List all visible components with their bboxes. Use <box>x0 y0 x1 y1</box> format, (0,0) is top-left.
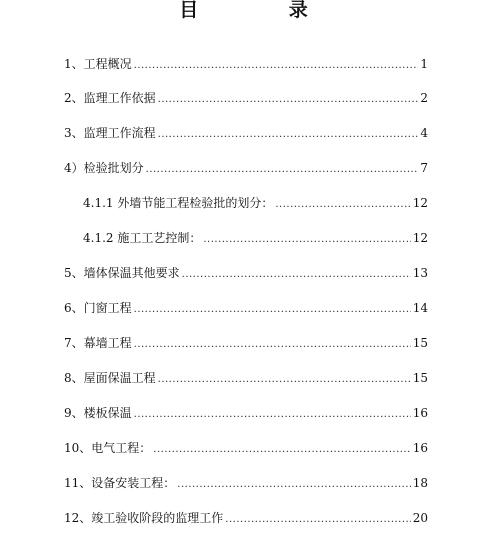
toc-entry-label: 1、工程概况 <box>64 57 132 71</box>
toc-entry-8[interactable] <box>64 369 428 387</box>
toc-entry-4[interactable] <box>64 159 428 177</box>
toc-entry-5[interactable] <box>64 264 428 282</box>
toc-entry-3[interactable] <box>64 124 428 142</box>
toc-leader-dots <box>225 511 410 529</box>
toc-leader-dots <box>134 406 411 424</box>
toc-leader-dots <box>134 57 419 75</box>
toc-entry-4-1-1[interactable] <box>83 194 428 212</box>
toc-entry-6[interactable] <box>64 299 428 317</box>
toc-entry-page: 7 <box>420 161 428 175</box>
toc-leader-dots <box>177 476 410 494</box>
toc-entry-page: 20 <box>412 511 428 525</box>
toc-entry-page: 15 <box>412 371 428 385</box>
toc-entry-label: 7、幕墙工程 <box>64 336 132 350</box>
toc-entry-label: 4.1.1 外墙节能工程检验批的划分： <box>83 196 274 210</box>
toc-entry-12[interactable] <box>64 509 428 527</box>
toc-leader-dots <box>146 161 419 179</box>
toc-entry-label: 2、监理工作依据 <box>64 91 156 105</box>
toc-entry-label: 10、电气工程： <box>64 441 152 455</box>
toc-entry-label: 9、楼板保温 <box>64 406 132 420</box>
toc-title: 目 录 <box>179 0 350 21</box>
toc-entry-label: 4）检验批划分 <box>64 161 144 175</box>
toc-entry-page: 1 <box>420 57 428 71</box>
toc-entry-page: 14 <box>412 301 428 315</box>
toc-entry-page: 16 <box>412 406 428 420</box>
toc-entry-label: 6、门窗工程 <box>64 301 132 315</box>
toc-leader-dots <box>275 196 410 214</box>
toc-entry-label: 12、竣工验收阶段的监理工作 <box>64 511 224 525</box>
toc-leader-dots <box>182 266 411 284</box>
toc-entry-page: 2 <box>420 91 428 105</box>
toc-entry-page: 4 <box>420 126 428 140</box>
toc-entry-10[interactable] <box>64 439 428 457</box>
toc-leader-dots <box>158 91 419 109</box>
toc-leader-dots <box>158 371 411 389</box>
toc-entry-page: 18 <box>412 476 428 490</box>
toc-entry-page: 15 <box>412 336 428 350</box>
toc-entry-1[interactable] <box>64 55 428 73</box>
toc-entry-label: 8、屋面保温工程 <box>64 371 156 385</box>
toc-entry-label: 4.1.2 施工工艺控制： <box>83 231 202 245</box>
toc-leader-dots <box>158 126 419 144</box>
toc-entry-label: 3、监理工作流程 <box>64 126 156 140</box>
toc-entry-11[interactable] <box>64 474 428 492</box>
toc-entry-label: 5、墙体保温其他要求 <box>64 266 180 280</box>
toc-entry-page: 12 <box>412 231 428 245</box>
toc-leader-dots <box>153 441 410 459</box>
toc-entry-page: 12 <box>412 196 428 210</box>
toc-leader-dots <box>134 336 411 354</box>
toc-entry-7[interactable] <box>64 334 428 352</box>
toc-leader-dots <box>134 301 411 319</box>
toc-entry-2[interactable] <box>64 89 428 107</box>
toc-entry-page: 16 <box>412 441 428 455</box>
toc-entry-label: 11、设备安装工程： <box>64 476 176 490</box>
toc-leader-dots <box>203 231 410 249</box>
toc-entry-4-1-2[interactable] <box>83 229 428 247</box>
toc-entry-page: 13 <box>412 266 428 280</box>
toc-entry-9[interactable] <box>64 404 428 422</box>
